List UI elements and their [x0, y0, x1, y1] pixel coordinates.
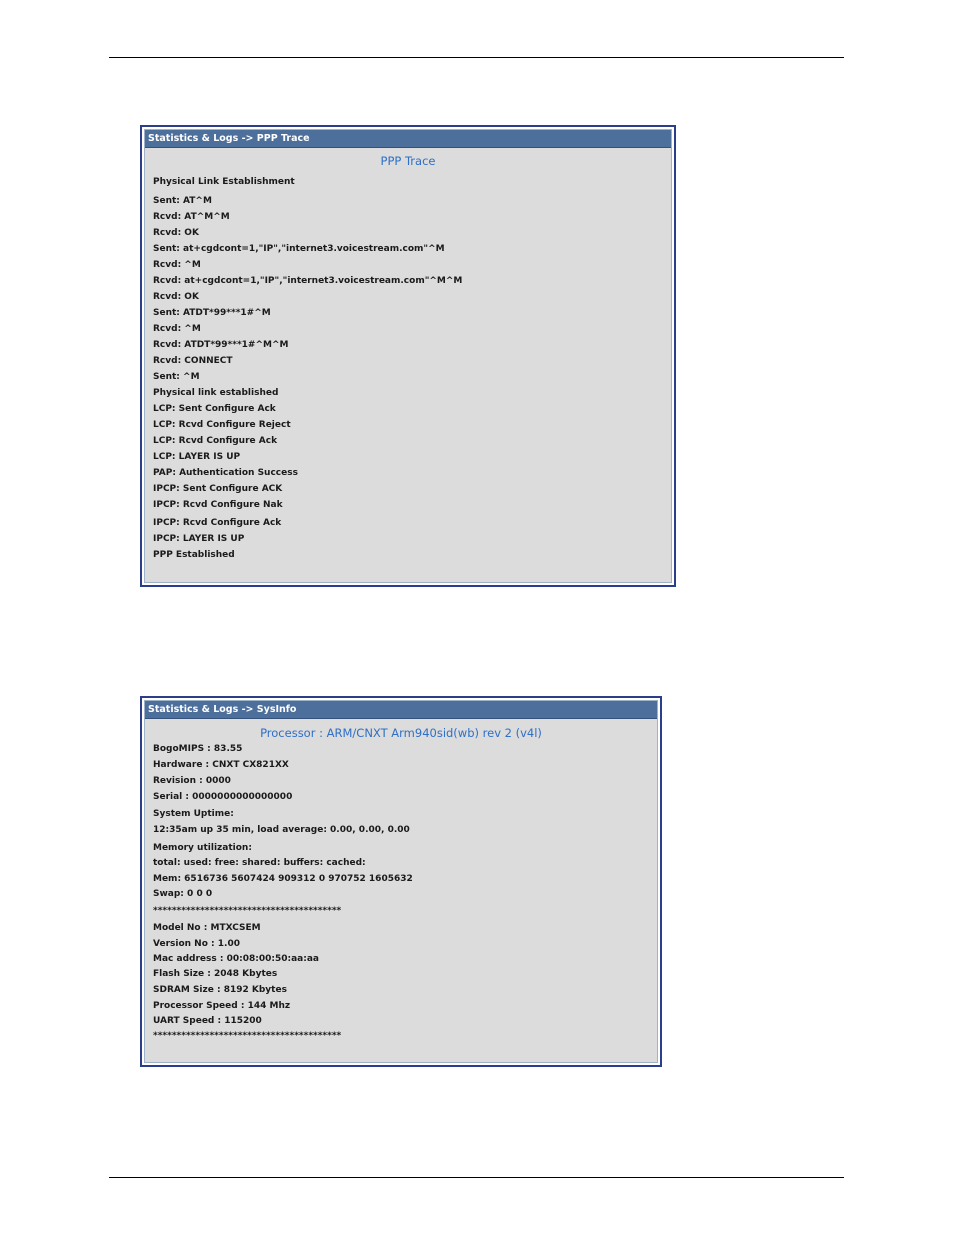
- log-line: LCP: Rcvd Configure Ack: [153, 436, 278, 446]
- log-line: LCP: LAYER IS UP: [153, 452, 241, 462]
- log-line: IPCP: Sent Configure ACK: [153, 484, 283, 494]
- info-line: total: used: free: shared: buffers: cached:: [153, 858, 366, 868]
- sysinfo-body: [144, 700, 658, 1063]
- log-line: Rcvd: OK: [153, 228, 199, 238]
- log-line: PPP Established: [153, 550, 235, 560]
- info-line: Serial : 0000000000000000: [153, 792, 293, 802]
- ppp-trace-body: [144, 129, 672, 583]
- info-line: Mac address : 00:08:00:50:aa:aa: [153, 954, 319, 964]
- log-line: Sent: ^M: [153, 372, 200, 382]
- log-line: Rcvd: AT^M^M: [153, 212, 230, 222]
- log-line: Rcvd: ^M: [153, 324, 201, 334]
- log-line: Sent: ATDT*99***1#^M: [153, 308, 271, 318]
- info-line: UART Speed : 115200: [153, 1016, 262, 1026]
- log-line: IPCP: Rcvd Configure Ack: [153, 518, 282, 528]
- sysinfo-processor-title: Processor : ARM/CNXT Arm940sid(wb) rev 2 (v4l): [260, 726, 542, 740]
- info-line: ****************************************: [153, 1031, 342, 1041]
- info-line: Mem: 6516736 5607424 909312 0 970752 1605632: [153, 874, 413, 884]
- log-line: PAP: Authentication Success: [153, 468, 298, 478]
- log-line: LCP: Sent Configure Ack: [153, 404, 276, 414]
- info-line: Revision : 0000: [153, 776, 231, 786]
- sysinfo-breadcrumb: Statistics & Logs -> SysInfo: [145, 701, 657, 719]
- log-line: Rcvd: at+cgdcont=1,"IP","internet3.voicestream.com"^M^M: [153, 276, 463, 286]
- info-line: System Uptime:: [153, 809, 234, 819]
- log-line: IPCP: Rcvd Configure Nak: [153, 500, 283, 510]
- log-line: Sent: AT^M: [153, 196, 212, 206]
- ppp-trace-breadcrumb: Statistics & Logs -> PPP Trace: [145, 130, 671, 148]
- info-line: SDRAM Size : 8192 Kbytes: [153, 985, 287, 995]
- info-line: 12:35am up 35 min, load average: 0.00, 0.00, 0.00: [153, 825, 410, 835]
- info-line: ****************************************: [153, 906, 342, 916]
- log-line: LCP: Rcvd Configure Reject: [153, 420, 291, 430]
- log-line: Rcvd: ATDT*99***1#^M^M: [153, 340, 289, 350]
- log-line: Rcvd: ^M: [153, 260, 201, 270]
- info-line: Version No : 1.00: [153, 939, 240, 949]
- log-line: Sent: at+cgdcont=1,"IP","internet3.voicestream.com"^M: [153, 244, 445, 254]
- log-line: Physical link established: [153, 388, 279, 398]
- info-line: Swap: 0 0 0: [153, 889, 213, 899]
- ppp-trace-window: [140, 125, 676, 587]
- info-line: BogoMIPS : 83.55: [153, 744, 243, 754]
- info-line: Flash Size : 2048 Kbytes: [153, 969, 278, 979]
- log-line: IPCP: LAYER IS UP: [153, 534, 245, 544]
- header-rule: [109, 57, 844, 58]
- info-line: Memory utilization:: [153, 843, 252, 853]
- info-line: Hardware : CNXT CX821XX: [153, 760, 289, 770]
- ppp-trace-title: PPP Trace: [380, 154, 436, 168]
- footer-rule: [109, 1177, 844, 1178]
- log-line: Rcvd: OK: [153, 292, 199, 302]
- log-line: Rcvd: CONNECT: [153, 356, 233, 366]
- log-line: Physical Link Establishment: [153, 177, 295, 187]
- info-line: Processor Speed : 144 Mhz: [153, 1001, 291, 1011]
- sysinfo-window: [140, 696, 662, 1067]
- info-line: Model No : MTXCSEM: [153, 923, 261, 933]
